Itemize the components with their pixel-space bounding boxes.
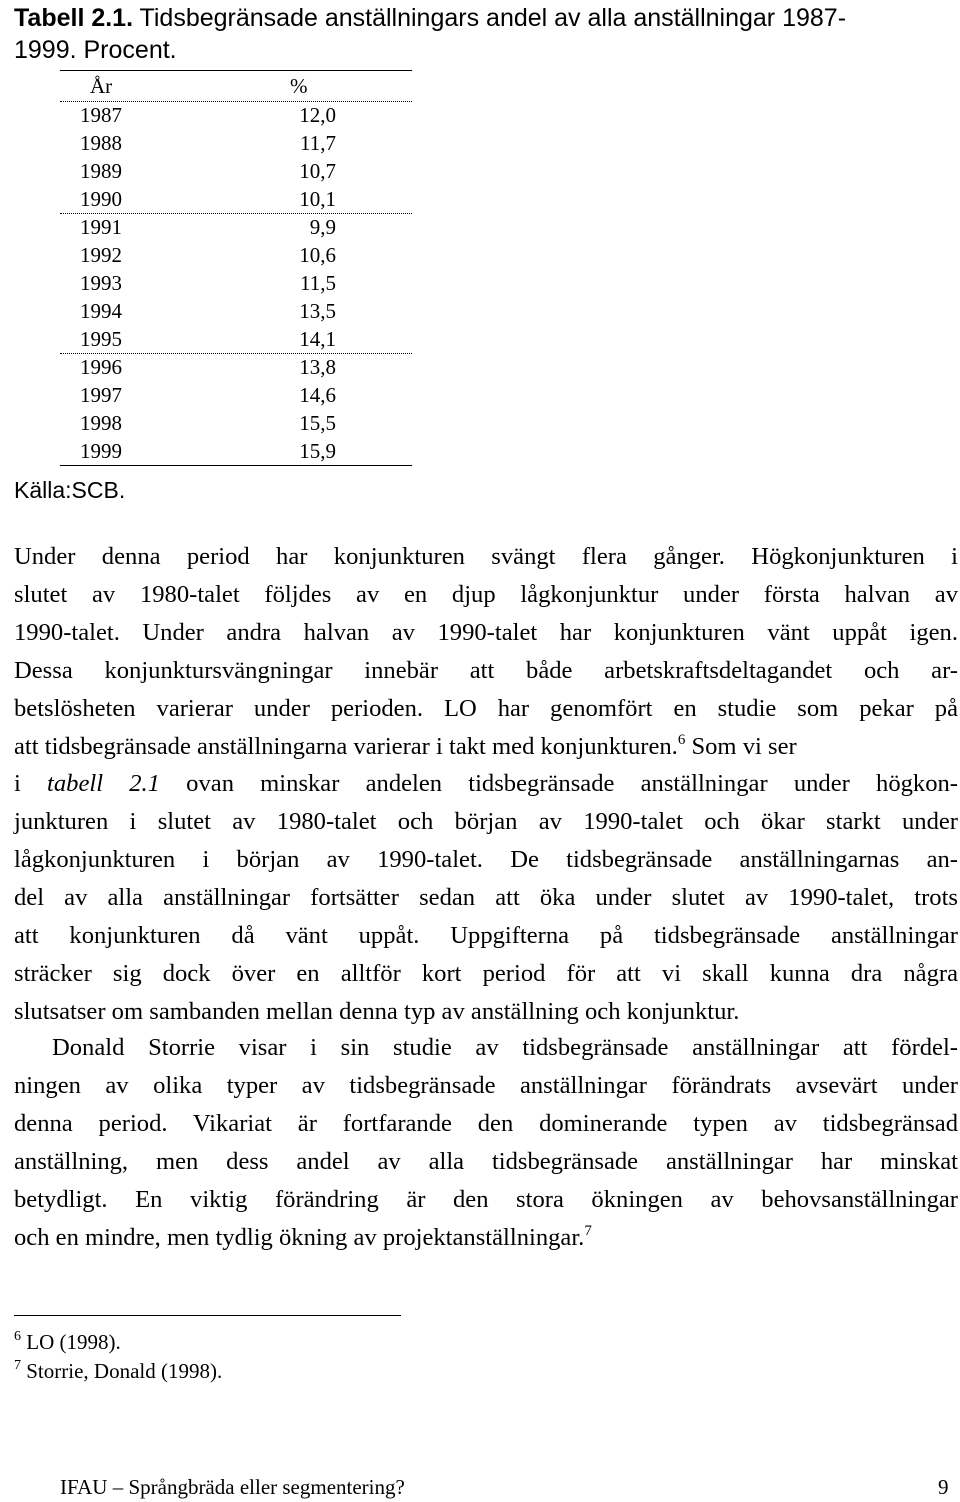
- table-cell-percent: 13,5: [299, 299, 336, 323]
- table-group-rule: [60, 353, 412, 354]
- footnote-number: 7: [14, 1358, 21, 1373]
- table-header-rule: [60, 101, 412, 102]
- text-line: ningen av olika typer av tidsbegränsade anställningar förändrats avsevärt under: [14, 1071, 958, 1099]
- table-cell-percent: 10,7: [299, 159, 336, 183]
- table-cell-year: 1991: [80, 215, 122, 239]
- text-line: denna period. Vikariat är fortfarande den dominerande typen av tidsbegränsad: [14, 1109, 958, 1137]
- table-cell-percent: 10,6: [299, 243, 336, 267]
- column-header-percent: %: [290, 74, 308, 98]
- table-cell-year: 1995: [80, 327, 122, 351]
- text-line: betslösheten varierar under perioden. LO har genomfört en studie som pekar på: [14, 694, 958, 722]
- text-line: [14, 728, 958, 766]
- text-fragment: i: [14, 770, 48, 798]
- text-line: [14, 765, 958, 803]
- footnote-ref-6[interactable]: 6: [677, 731, 686, 748]
- text-line: Under denna period har konjunkturen svängt flera gånger. Högkonjunkturen i: [14, 543, 958, 570]
- text-line: betydligt. En viktig förändring är den stora ökningen av behovsanställningar: [14, 1185, 958, 1213]
- text-line: del av alla anställningar fortsätter sedan att öka under slutet av 1990-talet, trots: [14, 884, 958, 912]
- footnote-separator: [14, 1315, 401, 1316]
- table-cell-year: 1997: [80, 383, 122, 407]
- table-reference: tabell 2.1: [47, 770, 160, 798]
- footnote-number: 6: [14, 1329, 21, 1344]
- table-cell-percent: 9,9: [309, 215, 336, 239]
- table-cell-year: 1987: [80, 103, 122, 127]
- text-line: sträcker sig dock över en alltför kort period för att vi skall kunna dra några: [14, 959, 958, 987]
- table-cell-percent: 15,5: [299, 411, 336, 435]
- text-line: slutsatser om sambanden mellan denna typ av anställning och konjunktur.: [14, 997, 740, 1025]
- page-number: 9: [938, 1475, 949, 1499]
- text-line: Dessa konjunktursvängningar innebär att både arbetskraftsdeltagandet och ar-: [14, 656, 958, 684]
- text-line: att konjunkturen då vänt uppåt. Uppgifterna på tidsbegränsade anställningar: [14, 922, 958, 950]
- table-title-line2: 1999. Procent.: [14, 36, 177, 64]
- text-line: anställning, men dess andel av alla tidsbegränsade anställningar har minskat: [14, 1147, 958, 1175]
- table-cell-year: 1994: [80, 299, 122, 323]
- table-bottom-rule: [60, 465, 412, 466]
- text-line: lågkonjunkturen i början av 1990-talet. De tidsbegränsade anställningarnas an-: [14, 846, 958, 874]
- table-caption: [14, 2, 954, 66]
- text-line: junkturen i slutet av 1980-talet och början av 1990-talet och ökar starkt under: [14, 808, 958, 836]
- footnote-text: Storrie, Donald (1998).: [26, 1359, 223, 1383]
- text-line: 1990-talet. Under andra halvan av 1990-talet har konjunkturen vänt uppåt igen.: [14, 618, 958, 646]
- table-cell-year: 1999: [80, 439, 122, 463]
- table-title-line1: Tidsbegränsade anställningars andel av alla anställningar 1987-: [139, 4, 847, 32]
- table-cell-percent: 14,6: [299, 383, 336, 407]
- table-group-rule: [60, 213, 412, 214]
- footnote-ref-7[interactable]: 7: [584, 1222, 592, 1239]
- table-cell-percent: 15,9: [299, 439, 336, 463]
- body-paragraph-2-cont: [14, 1067, 958, 1257]
- page-footer: IFAU – Språngbräda eller segmentering?: [60, 1475, 405, 1499]
- footnote-text: LO (1998).: [26, 1330, 121, 1354]
- text-line: slutet av 1980-talet följdes av en djup lågkonjunktur under första halvan av: [14, 580, 958, 608]
- table-cell-percent: 13,8: [299, 355, 336, 379]
- text-fragment: och en mindre, men tydlig ökning av projektanställningar.: [14, 1223, 585, 1251]
- footnote-6: [14, 1330, 121, 1355]
- table-cell-year: 1988: [80, 131, 122, 155]
- text-fragment: ovan minskar andelen tidsbegränsade anställningar under högkon-: [159, 770, 958, 798]
- text-line: Donald Storrie visar i sin studie av tidsbegränsade anställningar att fördel-: [52, 1034, 958, 1061]
- table-cell-percent: 10,1: [299, 187, 336, 211]
- text-fragment: Som vi ser: [685, 732, 797, 760]
- table-cell-year: 1996: [80, 355, 122, 379]
- column-header-year: År: [90, 74, 113, 98]
- table-cell-year: 1989: [80, 159, 122, 183]
- table-cell-year: 1993: [80, 271, 122, 295]
- table-top-rule: [60, 70, 412, 71]
- table-cell-percent: 12,0: [299, 103, 336, 127]
- table-cell-year: 1990: [80, 187, 122, 211]
- table-cell-year: 1992: [80, 243, 122, 267]
- table-label: Tabell 2.1.: [14, 4, 134, 32]
- text-line: [14, 1219, 958, 1257]
- table-source: Källa:SCB.: [14, 477, 126, 503]
- table-cell-percent: 11,5: [300, 271, 336, 295]
- text-fragment: att tidsbegränsade anställningarna varierar i takt med konjunkturen.: [14, 732, 678, 760]
- table-cell-year: 1998: [80, 411, 122, 435]
- footnote-7: [14, 1359, 222, 1384]
- table-cell-percent: 14,1: [299, 327, 336, 351]
- table-cell-percent: 11,7: [300, 131, 336, 155]
- body-paragraph-1: [14, 538, 958, 1031]
- body-paragraph-2: [52, 1029, 958, 1067]
